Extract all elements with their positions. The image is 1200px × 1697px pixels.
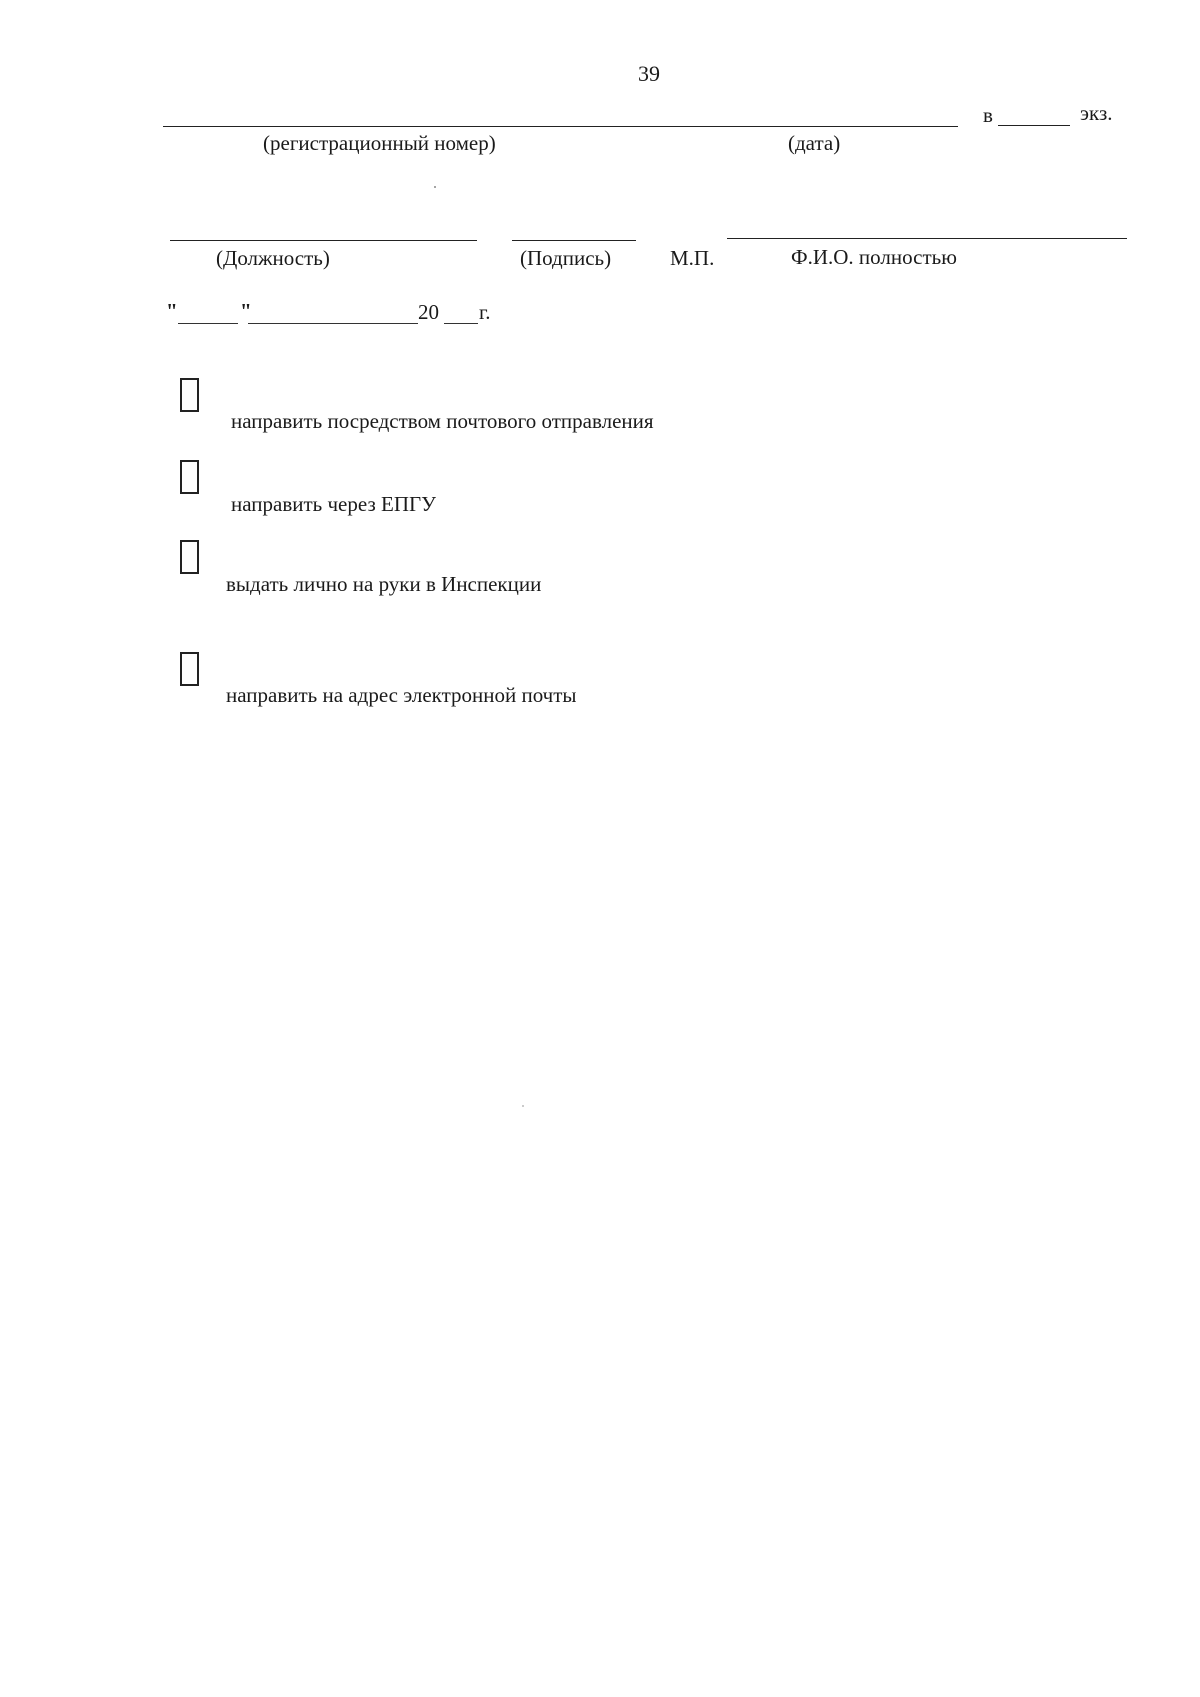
checkbox-in-person[interactable] bbox=[180, 540, 199, 574]
option-postal-label: направить посредством почтового отправления bbox=[231, 409, 654, 433]
day-line[interactable] bbox=[178, 323, 238, 324]
month-line[interactable] bbox=[248, 323, 418, 324]
speck bbox=[522, 1105, 524, 1107]
checkbox-email[interactable] bbox=[180, 652, 199, 686]
option-email-label: направить на адрес электронной почты bbox=[226, 683, 577, 707]
copies-count-line[interactable] bbox=[998, 125, 1070, 126]
position-line[interactable] bbox=[170, 240, 477, 241]
year-line[interactable] bbox=[444, 323, 478, 324]
year-prefix: 20 bbox=[418, 300, 439, 324]
speck bbox=[434, 186, 436, 188]
checkbox-epgu[interactable] bbox=[180, 460, 199, 494]
option-in-person-label: выдать лично на руки в Инспекции bbox=[226, 572, 542, 596]
reg-number-date-line[interactable] bbox=[163, 126, 958, 127]
year-suffix: г. bbox=[479, 300, 491, 324]
full-name-line[interactable] bbox=[727, 238, 1127, 239]
copies-suffix: экз. bbox=[1080, 101, 1113, 125]
stamp-label: М.П. bbox=[670, 246, 715, 270]
copies-prefix: в bbox=[983, 103, 993, 127]
position-label: (Должность) bbox=[216, 246, 330, 270]
date-label: (дата) bbox=[788, 131, 841, 155]
signature-label: (Подпись) bbox=[520, 246, 612, 270]
date-open-quote: " bbox=[166, 299, 178, 323]
full-name-label: Ф.И.О. полностью bbox=[791, 245, 957, 269]
reg-number-label: (регистрационный номер) bbox=[263, 131, 496, 155]
option-epgu-label: направить через ЕПГУ bbox=[231, 492, 437, 516]
date-close-quote: " bbox=[240, 299, 252, 323]
page-number: 39 bbox=[638, 61, 660, 86]
checkbox-postal[interactable] bbox=[180, 378, 199, 412]
signature-line[interactable] bbox=[512, 240, 636, 241]
